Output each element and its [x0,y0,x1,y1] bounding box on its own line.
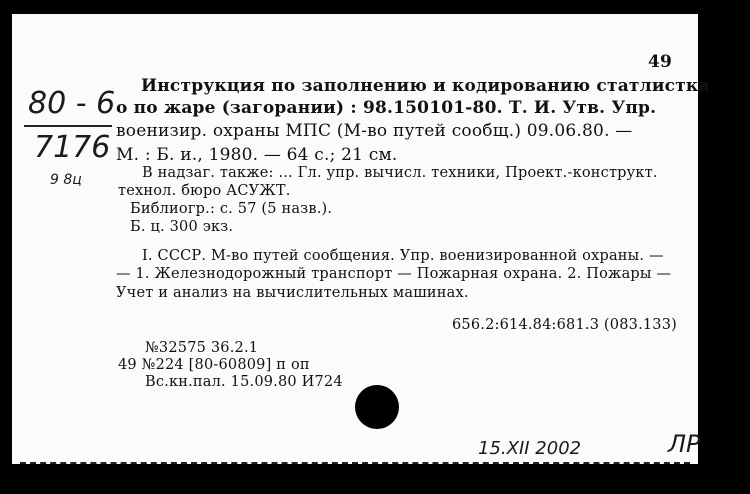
bottom-dashed-edge [20,462,690,464]
page-number: 49 [648,52,673,72]
handwritten-side-mark: 9 8ц [50,172,82,188]
note-line-2: технол. бюро АСУЖТ. [118,183,291,199]
title-line-2: о по жаре (загорании) : 98.150101-80. Т. И. Утв. Упр. [116,98,657,118]
handwritten-shelf-bottom: 7176 [34,130,111,165]
registry-line-2: 49 №224 [80-60809] п оп [118,357,310,373]
registry-line-1: №32575 36.2.1 [145,340,259,356]
note-line-1: В надзаг. также: ... Гл. упр. вычисл. техники, Проект.-конструкт. [142,165,658,181]
note-line-4: Б. ц. 300 экз. [130,219,234,235]
handwritten-bottom-corner: ЛР [668,430,701,458]
subject-line-2: — 1. Железнодорожный транспорт — Пожарная охрана. 2. Пожары — [116,266,672,282]
handwritten-bottom-date: 15.ХII 2002 [478,438,582,459]
udc-code: 656.2:614.84:681.3 (083.133) [452,317,678,333]
handwritten-divider [24,125,112,127]
subject-line-3: Учет и анализ на вычислительных машинах. [116,285,469,301]
handwritten-shelf-top: 80 - 6 [28,86,116,121]
scan-border [698,0,750,494]
title-line-1: Инструкция по заполнению и кодированию статлистка [141,76,710,96]
title-line-4: М. : Б. и., 1980. — 64 с.; 21 см. [116,145,398,165]
note-line-3: Библиогр.: с. 57 (5 назв.). [130,201,333,217]
registry-line-3: Вс.кн.пал. 15.09.80 И724 [145,374,343,390]
title-line-3: военизир. охраны МПС (М-во путей сообщ.) 09.06.80. — [116,121,633,141]
subject-line-1: I. СССР. М-во путей сообщения. Упр. военизированной охраны. — [142,248,664,264]
punch-hole [355,385,399,429]
